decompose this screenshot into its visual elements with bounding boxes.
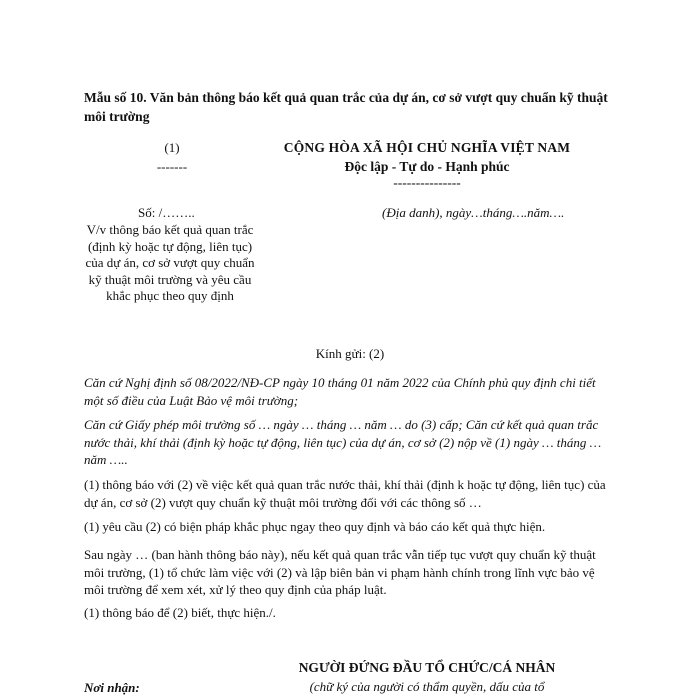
paragraph-notice: (1) thông báo với (2) về việc kết quả quan trắc nước thải, khí thải (định k hoặc tự động, liên tục) của dự án, cơ sở (2) vượt quy chuẩn kỹ thuật môi trường đối với các thông số … xyxy=(84,477,606,510)
signature-subtitle: (chữ ký của người có thẩm quyền, dấu của tổ xyxy=(309,679,545,694)
paragraph-closing: (1) thông báo để (2) biết, thực hiện./. xyxy=(84,605,276,620)
header-right-divider: --------------- xyxy=(393,175,461,190)
document-number: Số: /…….. xyxy=(138,205,195,220)
header-left-divider: ------- xyxy=(156,159,188,174)
place-date: (Địa danh), ngày…tháng….năm…. xyxy=(382,205,565,220)
header-left xyxy=(120,138,224,176)
paragraph-legal-basis-1: Căn cứ Nghị định số 08/2022/NĐ-CP ngày 10 tháng 01 năm 2022 của Chính phủ quy định chi tiết một số điều của Luật Bảo vệ môi trường; xyxy=(84,375,596,408)
paragraph-request: (1) yêu cầu (2) có biện pháp khắc phục ngay theo quy định và báo cáo kết quả thực hiện. xyxy=(84,519,546,534)
national-motto: Độc lập - Tự do - Hạnh phúc xyxy=(344,159,510,174)
recipients-label: Nơi nhận: xyxy=(84,680,140,695)
header-right xyxy=(276,138,578,190)
paragraph-consequence: Sau ngày … (ban hành thông báo này), nếu kết quả quan trắc vẫn tiếp tục vượt quy chuẩn kỹ thuật môi trường, (1) tổ chức làm việc với (2) và lập biên bản vi phạm hành chính trong lĩnh vực bảo vệ môi trường để xem xét, xử lý theo quy định của pháp luật. xyxy=(84,547,596,597)
signature-title: NGƯỜI ĐỨNG ĐẦU TỔ CHỨC/CÁ NHÂN xyxy=(298,660,556,675)
national-title: CỘNG HÒA XÃ HỘI CHỦ NGHĨA VIỆT NAM xyxy=(283,140,571,155)
recipient-line: Kính gửi: (2) xyxy=(315,346,385,361)
document-subject: V/v thông báo kết quả quan trắc (định kỳ hoặc tự động, liên tục) của dự án, cơ sở vượt quy chuẩn kỹ thuật môi trường và yêu cầu khắc phục theo quy định xyxy=(85,222,255,303)
paragraph-legal-basis-2: Căn cứ Giấy phép môi trường số … ngày … tháng … năm … do (3) cấp; Căn cứ kết quả quan trắc nước thải, khí thải (định kỳ hoặc tự động, liên tục) của dự án, cơ sở (2) nộp về (1) ngày … tháng … năm ….. xyxy=(84,417,602,467)
form-title: Mẫu số 10. Văn bản thông báo kết quả quan trắc của dự án, cơ sở vượt quy chuẩn kỹ thuật môi trường xyxy=(84,90,608,124)
issuing-org: (1) xyxy=(164,140,180,155)
